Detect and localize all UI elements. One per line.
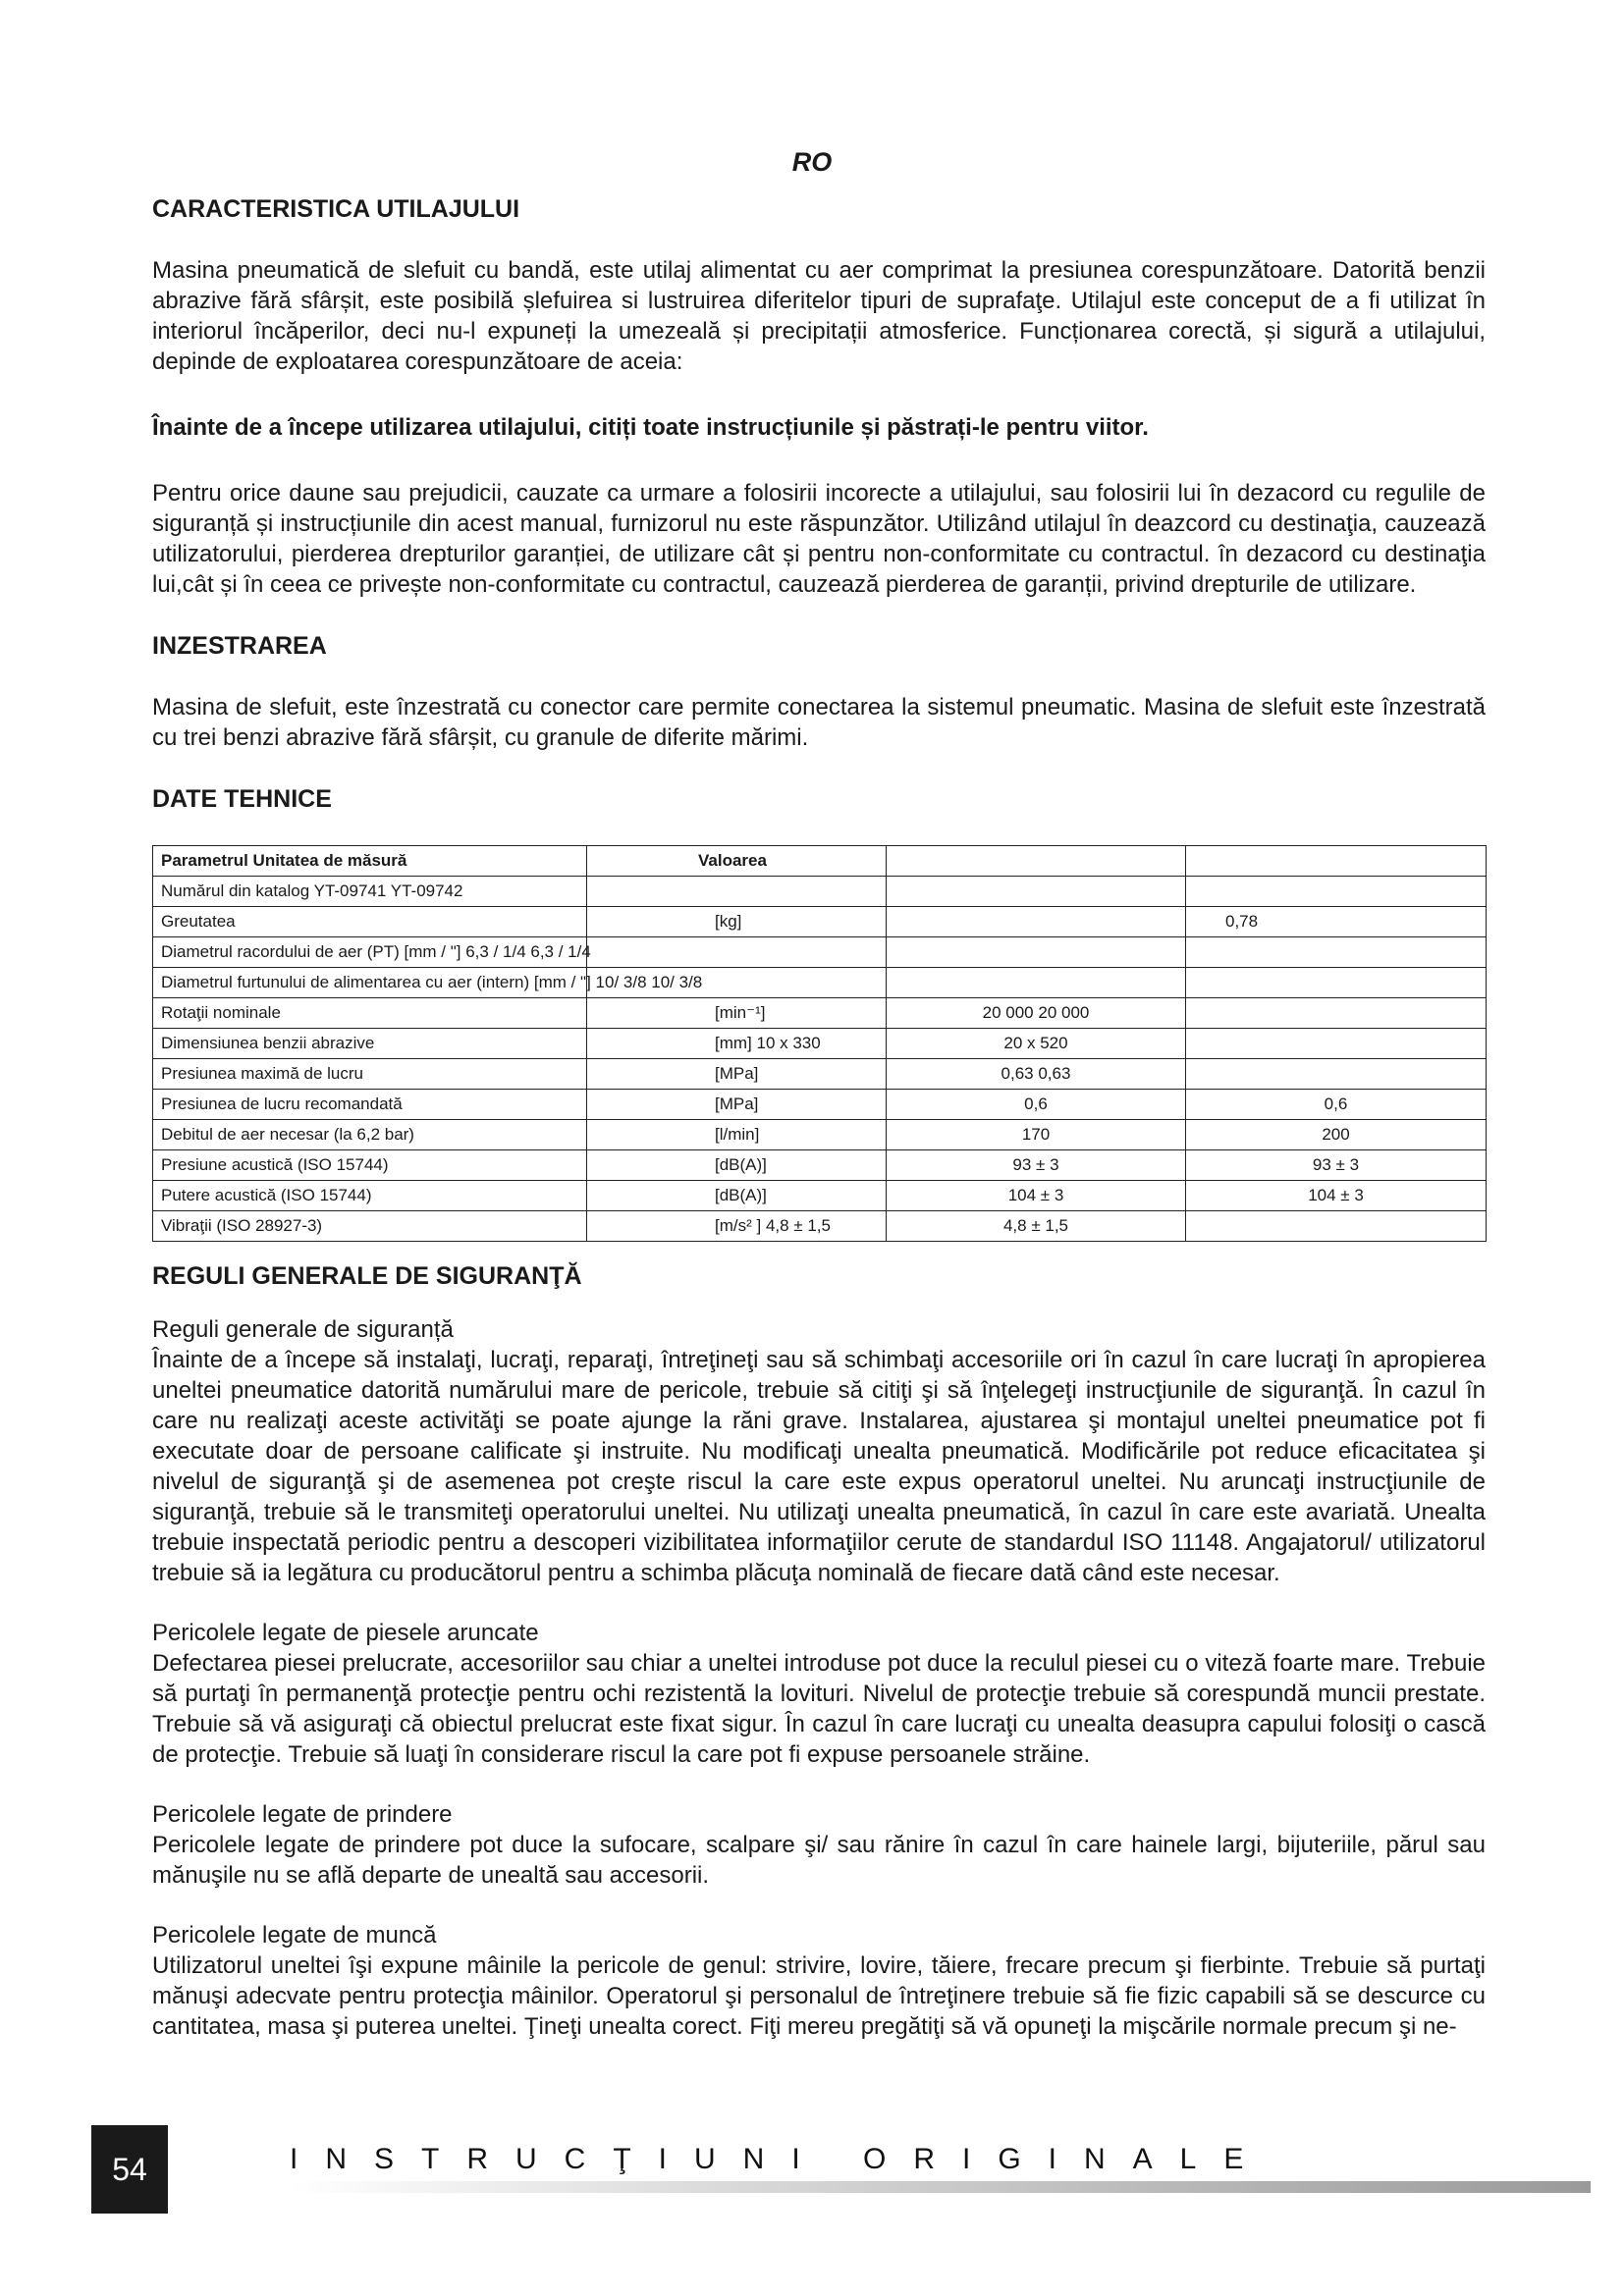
table-cell: [MPa] <box>587 1090 887 1120</box>
table-cell: Diametrul furtunului de alimentarea cu aer (intern) [mm / "] 10/ 3/8 10/ 3/8 <box>153 968 587 998</box>
safety-subsection <box>152 1799 1486 1891</box>
table-row <box>153 1120 1487 1150</box>
table-cell: Numărul din katalog YT-09741 YT-09742 <box>153 877 587 907</box>
table-cell: 93 ± 3 <box>887 1150 1186 1181</box>
page-number: 54 <box>91 2125 168 2214</box>
language-code: RO <box>791 147 833 177</box>
table-cell: 104 ± 3 <box>887 1181 1186 1211</box>
table-cell: 4,8 ± 1,5 <box>887 1211 1186 1242</box>
table-cell: 0,6 <box>1186 1090 1487 1120</box>
table-row <box>153 1181 1487 1211</box>
table-row <box>153 937 1487 968</box>
table-header-cell <box>887 846 1186 877</box>
table-cell: 104 ± 3 <box>1186 1181 1487 1211</box>
footer-title: INSTRUCŢIUNI ORIGINALE <box>290 2143 1272 2175</box>
table-cell: 0,6 <box>887 1090 1186 1120</box>
page-footer <box>0 2125 1624 2214</box>
table-cell: 20 x 520 <box>887 1029 1186 1059</box>
technical-data-table <box>152 845 1487 1242</box>
subsection-text: Pericolele legate de prindere pot duce la sufocare, scalpare şi/ sau rănire în cazul în care hainele largi, bijuteriile, părul sau mănuşile nu se află departe de unealtă sau accesorii. <box>152 1832 1486 1889</box>
table-cell: 0,63 0,63 <box>887 1059 1186 1090</box>
equipment-paragraph: Masina de slefuit, este înzestrată cu conector care permite conectarea la sistemul pneumatic. Masina de slefuit este înzestrată cu trei benzi abrazive fără sfârșit, cu granule de diferite mărimi. <box>152 694 1486 751</box>
table-cell: [m/s² ] 4,8 ± 1,5 <box>587 1211 887 1242</box>
table-cell <box>887 907 1186 937</box>
table-row <box>153 907 1487 937</box>
table-row <box>153 1090 1487 1120</box>
table-row <box>153 998 1487 1029</box>
subsection-text: Defectarea piesei prelucrate, accesoriilor sau chiar a uneltei introduse pot duce la reculul piesei cu o viteză foarte mare. Trebuie să purtaţi în permanenţă protecţie pentru ochi rezistentă la lovituri. Nivelul de protecţie trebuie să corespundă muncii prestate. Trebuie să vă asiguraţi că obiectul prelucrat este fixat sigur. În cazul în care lucraţi cu unealta deasupra capului folosiţi o cască de protecţie. Trebuie să luaţi în considerare riscul la care pot fi expuse persoanele străine. <box>152 1650 1486 1768</box>
table-cell: [MPa] <box>587 1059 887 1090</box>
table-row <box>153 877 1487 907</box>
table-cell <box>1186 968 1487 998</box>
table-cell <box>1186 1059 1487 1090</box>
table-cell <box>1186 1029 1487 1059</box>
table-cell <box>587 937 887 968</box>
table-cell: Debitul de aer necesar (la 6,2 bar) <box>153 1120 587 1150</box>
table-cell <box>887 877 1186 907</box>
table-cell: Diametrul racordului de aer (PT) [mm / "] 6,3 / 1/4 6,3 / 1/4 <box>153 937 587 968</box>
subsection-title: Pericolele legate de prindere <box>152 1801 453 1828</box>
table-cell <box>1186 1211 1487 1242</box>
table-header-cell <box>1186 846 1487 877</box>
table-row <box>153 1211 1487 1242</box>
table-row <box>153 1059 1487 1090</box>
table-cell <box>887 937 1186 968</box>
table-cell: [dB(A)] <box>587 1181 887 1211</box>
table-row <box>153 968 1487 998</box>
footer-gradient-bar <box>290 2181 1591 2193</box>
table-cell: Presiunea maximă de lucru <box>153 1059 587 1090</box>
section-title-characteristics: CARACTERISTICA UTILAJULUI <box>152 195 520 223</box>
subsection-title: Reguli generale de siguranță <box>152 1316 454 1343</box>
table-cell: Putere acustică (ISO 15744) <box>153 1181 587 1211</box>
table-cell: [l/min] <box>587 1120 887 1150</box>
table-cell: [kg] <box>587 907 887 937</box>
table-cell: Vibraţii (ISO 28927-3) <box>153 1211 587 1242</box>
table-cell <box>1186 937 1487 968</box>
table-cell: 20 000 20 000 <box>887 998 1186 1029</box>
subsection-title: Pericolele legate de piesele aruncate <box>152 1620 539 1646</box>
table-cell <box>1186 998 1487 1029</box>
table-cell <box>587 877 887 907</box>
subsection-title: Pericolele legate de muncă <box>152 1922 437 1949</box>
table-cell: [mm] 10 x 330 <box>587 1029 887 1059</box>
read-instructions-notice: Înainte de a începe utilizarea utilajului, citiți toate instrucțiunile și păstrați-le pentru viitor. <box>152 414 1149 441</box>
table-cell: 170 <box>887 1120 1186 1150</box>
safety-subsection <box>152 1314 1486 1588</box>
table-cell: Greutatea <box>153 907 587 937</box>
table-cell: [dB(A)] <box>587 1150 887 1181</box>
characteristics-paragraph: Masina pneumatică de slefuit cu bandă, este utilaj alimentat cu aer comprimat la presiunea corespunzătoare. Datorită benzii abrazive fără sfârșit, este posibilă șlefuirea si lustruirea diferitelor tipuri de suprafaţe. Utilajul este conceput de a fi utilizat în interiorul încăperilor, deci nu-l expuneți la umezeală și precipitații atmosferice. Funcționarea corectă, și sigură a utilajului, depinde de exploatarea corespunzătoare de aceia: <box>152 257 1486 375</box>
section-title-equipment: INZESTRAREA <box>152 632 327 660</box>
table-cell: Dimensiunea benzii abrazive <box>153 1029 587 1059</box>
table-header-cell: Parametrul Unitatea de măsură <box>153 846 587 877</box>
table-cell: [min⁻¹] <box>587 998 887 1029</box>
safety-subsection <box>152 1920 1486 2042</box>
table-cell: Presiunea de lucru recomandată <box>153 1090 587 1120</box>
table-cell: 0,78 <box>1186 907 1487 937</box>
table-cell: Rotaţii nominale <box>153 998 587 1029</box>
table-cell <box>887 968 1186 998</box>
subsection-text: Înainte de a începe să instalaţi, lucraţi, reparaţi, întreţineţi sau să schimbaţi accesoriile ori în cazul în care lucraţi în apropierea uneltei pneumatice datorită numărului mare de pericole, trebuie să citiţi şi să înţelegeţi instrucţiunile de siguranţă. În cazul în care nu realizaţi aceste activităţi se poate ajunge la răni grave. Instalarea, ajustarea şi montajul uneltei pneumatice pot fi executate doar de persoane calificate şi instruite. Nu modificaţi unealta pneumatică. Modificările pot reduce eficacitatea şi nivelul de siguranţă şi de asemenea pot creşte riscul la care este expus operatorul uneltei. Nu aruncaţi instrucţiunile de siguranţă, trebuie să le transmiteţi operatorului uneltei. Nu utilizaţi unealta pneumatică, în cazul în care este avariată. Unealta trebuie inspectată periodic pentru a descoperi vizibilitatea informaţiilor cerute de standardul ISO 11148. Angajatorul/ utilizatorul trebuie să ia legătura cu producătorul pentru a schimba plăcuţa nominală de fiecare dată când este necesar. <box>152 1347 1486 1586</box>
section-title-safety-rules: REGULI GENERALE DE SIGURANŢĂ <box>152 1262 582 1290</box>
table-header-row <box>153 846 1487 877</box>
table-header-cell: Valoarea <box>587 846 887 877</box>
section-title-technical-data: DATE TEHNICE <box>152 785 332 813</box>
table-row <box>153 1029 1487 1059</box>
page-content <box>152 192 1486 2042</box>
safety-subsection <box>152 1618 1486 1770</box>
table-cell: Presiune acustică (ISO 15744) <box>153 1150 587 1181</box>
table-cell: 200 <box>1186 1120 1487 1150</box>
table-row <box>153 1150 1487 1181</box>
subsection-text: Utilizatorul uneltei îşi expune mâinile la pericole de genul: strivire, lovire, tăiere, frecare precum şi fierbinte. Trebuie să purtaţi mănuşi adecvate pentru protecţia mâinilor. Operatorul şi personalul de întreţinere trebuie să fie fizic capabili să se descurce cu cantitatea, masa şi puterea uneltei. Ţineţi unealta corect. Fiţi mereu pregătiţi să vă opuneţi la mişcările normale precum şi ne- <box>152 1952 1486 2040</box>
table-cell <box>1186 877 1487 907</box>
liability-paragraph: Pentru orice daune sau prejudicii, cauzate ca urmare a folosirii incorecte a utilajului, sau folosirii lui în dezacord cu regulile de siguranță și instrucțiunile din acest manual, furnizorul nu este răspunzător. Utilizând utilajul în deazcord cu destinaţia, cauzează utilizatorului, pierderea drepturilor garanției, de utilizare cât și pentru non-conformitate cu contractul. în dezacord cu destinaţia lui,cât și în ceea ce privește non-conformitate cu contractul, cauzează pierderea de garanții, privind drepturile de utilizare. <box>152 480 1486 598</box>
table-cell: 93 ± 3 <box>1186 1150 1487 1181</box>
